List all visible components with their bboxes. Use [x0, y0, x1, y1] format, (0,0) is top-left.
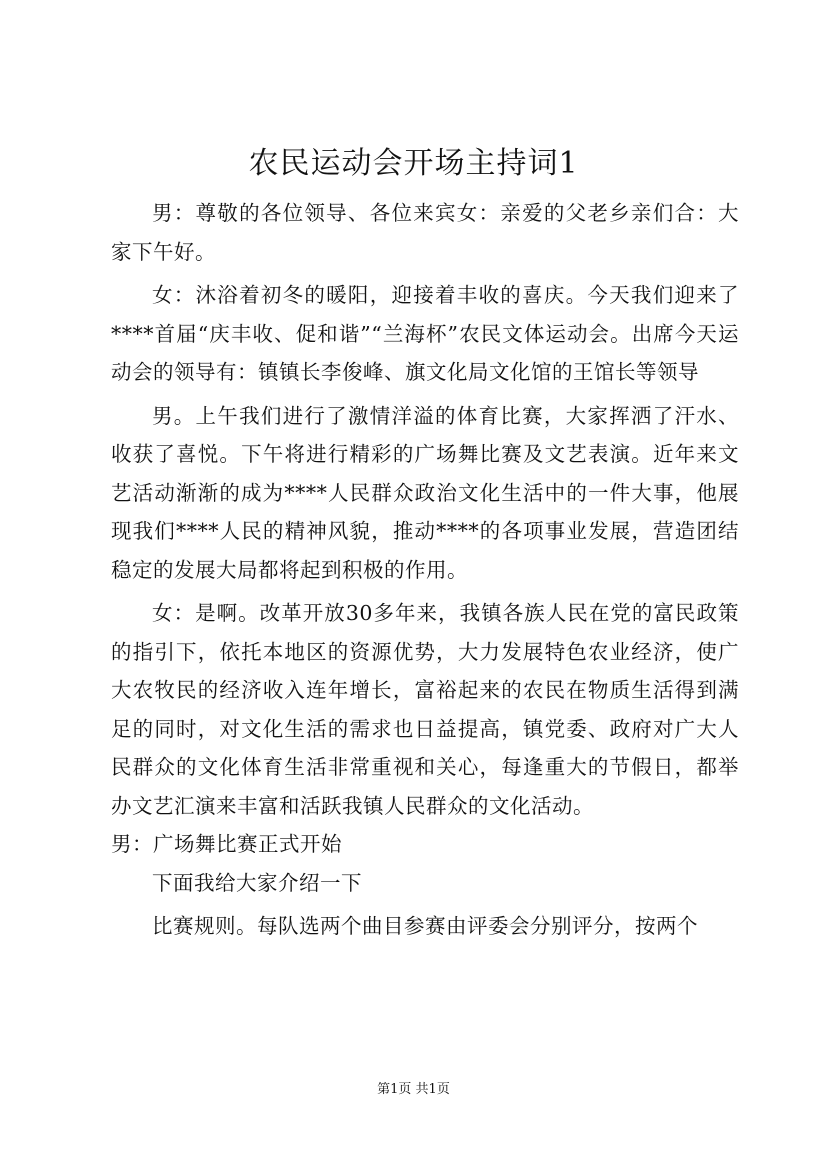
paragraph-morning-review: 男。上午我们进行了激情洋溢的体育比赛，大家挥洒了汗水、收获了喜悦。下午将进行精彩的广场舞比赛及文艺表演。近年来文艺活动渐渐的成为****人民群众政治文化生活中的一件大事，他展现我们****人民的精神风貌，推动****的各项事业发展，营造团结稳定的发展大局都将起到积极的作用。 — [111, 403, 739, 582]
document-body — [111, 194, 739, 946]
paragraph-greeting: 男：尊敬的各位领导、各位来宾女：亲爱的父老乡亲们合：大家下午好。 — [111, 201, 739, 264]
page-footer: 第1页 共1页 — [377, 1082, 450, 1097]
paragraph-rules: 比赛规则。每队选两个曲目参赛由评委会分别评分，按两个 — [152, 914, 698, 938]
paragraph-reform: 女：是啊。改革开放30多年来，我镇各族人民在党的富民政策的指引下，依托本地区的资源优势，大力发展特色农业经济，使广大农牧民的经济收入连年增长，富裕起来的农民在物质生活得到满足的同时，对文化生活的需求也日益提高，镇党委、政府对广大人民群众的文化体育生活非常重视和关心，每逢重大的节假日，都举办文艺汇演来丰富和活跃我镇人民群众的文化活动。 — [111, 601, 739, 818]
document-title: 农民运动会开场主持词1 — [248, 146, 579, 181]
paragraph-opening: 女：沐浴着初冬的暖阳，迎接着丰收的喜庆。今天我们迎来了****首届“庆丰收、促和谐”“兰海杯”农民文体运动会。出席今天运动会的领导有：镇镇长李俊峰、旗文化局文化馆的王馆长等领导 — [111, 283, 739, 384]
paragraph-introduce: 下面我给大家介绍一下 — [152, 870, 362, 895]
paragraph-dance-start: 男：广场舞比赛正式开始 — [111, 832, 342, 856]
